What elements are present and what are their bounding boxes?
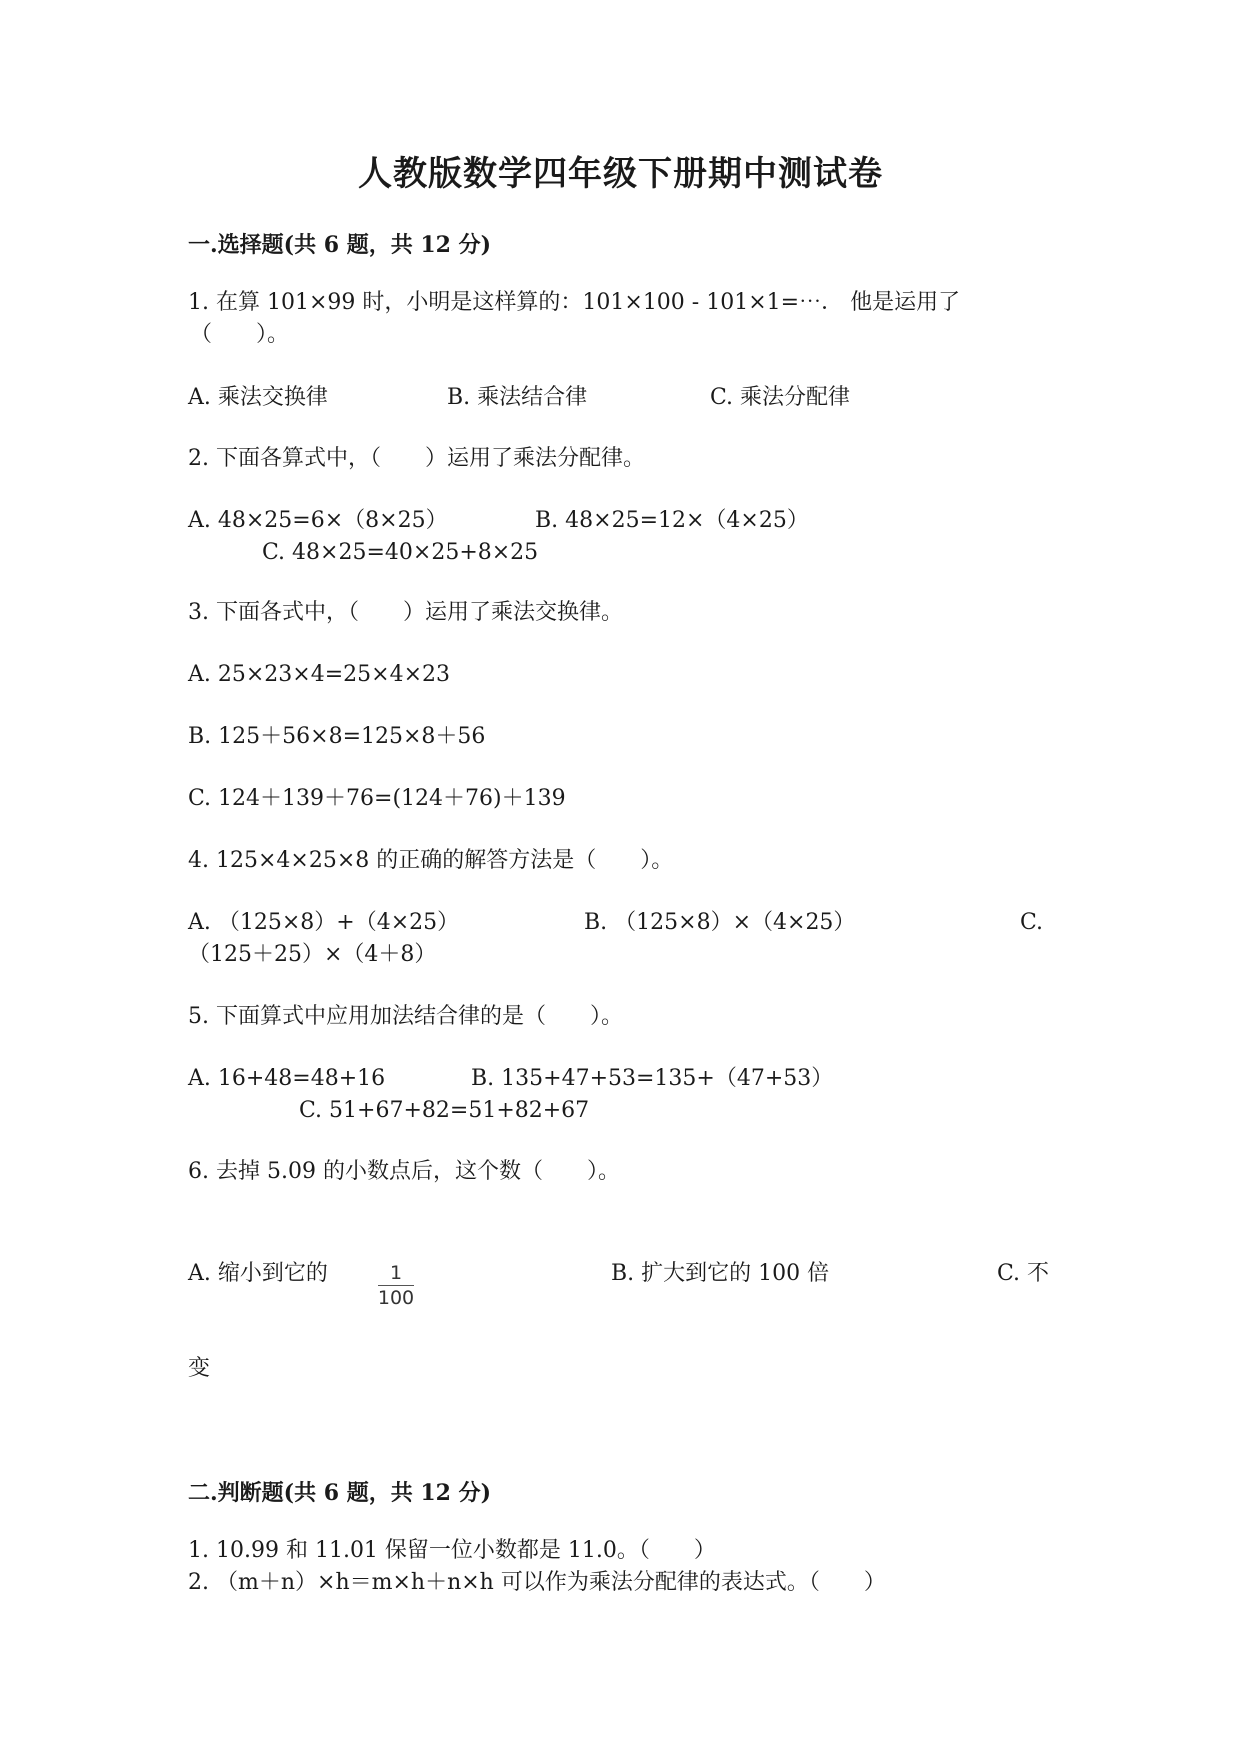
question-6-option-c: C. 不 — [997, 1261, 1050, 1286]
fraction-one-hundredth — [376, 1262, 416, 1309]
page-title: 人教版数学四年级下册期中测试卷 — [358, 154, 883, 194]
question-3-option-b: B. 125＋56×8=125×8＋56 — [188, 724, 486, 749]
question-4-option-a: A. （125×8）+（4×25） — [188, 910, 460, 935]
question-4-option-c: （125＋25）×（4＋8） — [188, 942, 437, 967]
question-4-option-c-label: C. — [1020, 910, 1044, 935]
question-6-option-c-cont: 变 — [188, 1356, 211, 1381]
question-3-stem: 3. 下面各式中，（ ）运用了乘法交换律。 — [188, 600, 623, 625]
section-heading-choice: 一.选择题(共 6 题，共 12 分) — [188, 232, 492, 258]
question-5-option-c: C. 51+67+82=51+82+67 — [299, 1098, 590, 1123]
question-5-stem: 5. 下面算式中应用加法结合律的是（ ）。 — [188, 1004, 623, 1029]
question-5-option-b: B. 135+47+53=135+（47+53） — [471, 1066, 834, 1091]
question-5-option-a: A. 16+48=48+16 — [188, 1066, 386, 1091]
question-6-option-b: B. 扩大到它的 100 倍 — [611, 1261, 830, 1286]
judgment-item-1: 1. 10.99 和 11.01 保留一位小数都是 11.0。（ ） — [188, 1538, 716, 1563]
fraction-bar — [378, 1285, 414, 1286]
question-2-option-c: C. 48×25=40×25+8×25 — [262, 540, 539, 565]
judgment-item-2: 2. （m＋n）×h＝m×h＋n×h 可以作为乘法分配律的表达式。（ ） — [188, 1570, 886, 1595]
section-heading-judgment: 二.判断题(共 6 题，共 12 分) — [188, 1480, 492, 1506]
question-6-option-a: A. 缩小到它的 — [188, 1261, 328, 1286]
question-1-stem-cont: （ ）。 — [190, 322, 290, 347]
question-2-option-a: A. 48×25=6×（8×25） — [188, 508, 448, 533]
question-3-option-c: C. 124＋139＋76=(124＋76)＋139 — [188, 786, 566, 811]
question-2-option-b: B. 48×25=12×（4×25） — [535, 508, 809, 533]
question-2-stem: 2. 下面各算式中，（ ）运用了乘法分配律。 — [188, 446, 645, 471]
question-1-option-a: A. 乘法交换律 — [188, 385, 328, 410]
fraction-denominator: 100 — [377, 1287, 415, 1309]
question-1-option-b: B. 乘法结合律 — [447, 385, 588, 410]
question-6-stem: 6. 去掉 5.09 的小数点后，这个数（ ）。 — [188, 1159, 620, 1184]
question-4-option-b: B. （125×8）×（4×25） — [584, 910, 856, 935]
question-1-stem: 1. 在算 101×99 时，小明是这样算的：101×100 - 101×1=⋯． 他是运用了 — [188, 290, 961, 315]
question-1-option-c: C. 乘法分配律 — [710, 385, 851, 410]
question-4-stem: 4. 125×4×25×8 的正确的解答方法是（ ）。 — [188, 848, 674, 873]
fraction-numerator: 1 — [389, 1262, 403, 1284]
question-3-option-a: A. 25×23×4=25×4×23 — [188, 662, 451, 687]
